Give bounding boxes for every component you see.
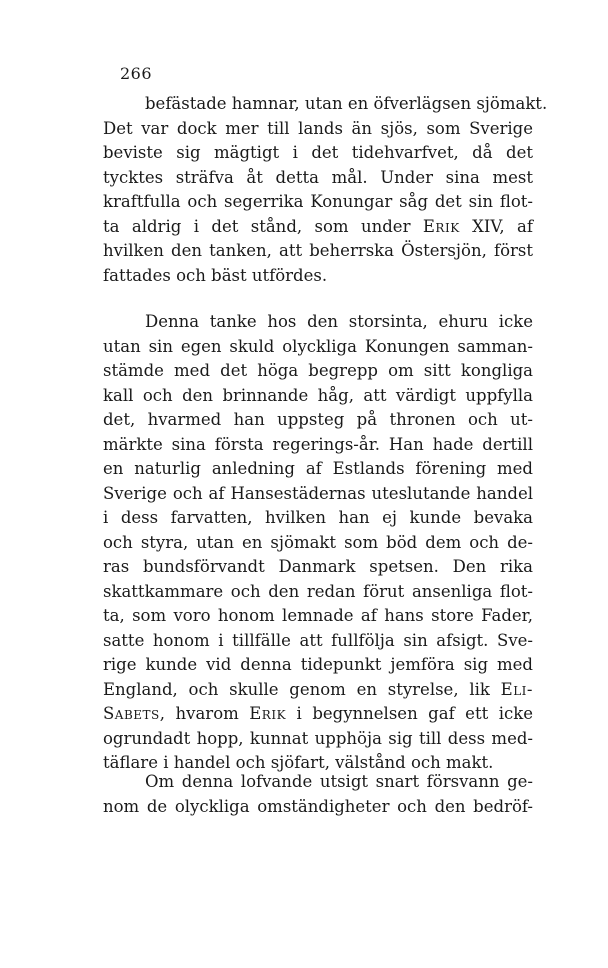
text-line: kall och den brinnande håg, att värdigt uppfylla [103, 385, 533, 405]
text-line: stämde med det höga begrepp om sitt kongliga [103, 361, 533, 380]
text-line: utan sin egen skuld olyckliga Konungen samman- [103, 336, 533, 356]
text-line: ta aldrig i det stånd, som under Erik XIV, af [103, 216, 533, 236]
text-line: ras bundsförvandt Danmark spetsen. Den rika [103, 557, 533, 576]
text-line: tycktes sträfva åt detta mål. Under sina mest [103, 167, 533, 187]
text-line: satte honom i tillfälle att fullfölja sin afsigt. Sve- [103, 630, 533, 650]
text-line: Om denna lofvande utsigt snart försvann ge- [145, 772, 533, 791]
text-line: England, och skulle genom en styrelse, lik Eli- [103, 679, 533, 699]
text-line: nom de olyckliga omständigheter och den bedröf- [103, 796, 533, 816]
text-line: ogrundadt hopp, kunnat upphöja sig till dess med- [103, 728, 533, 748]
text-line: märkte sina första regerings-år. Han hade dertill [103, 434, 533, 454]
paragraph-3 [103, 770, 533, 819]
text-line: och styra, utan en sjömakt som böd dem och de- [103, 532, 533, 552]
text-line: befästade hamnar, utan en öfverlägsen sjömakt. [145, 94, 548, 113]
text-line: beviste sig mägtigt i det tidehvarfvet, då det [103, 143, 533, 162]
text-line: ta, som voro honom lemnade af hans store Fader, [103, 606, 533, 625]
text-line: Sverige och af Hansestädernas uteslutande handel [103, 483, 533, 503]
text-line: kraftfulla och segerrika Konungar såg det sin flot- [103, 192, 533, 211]
text-line: Sabets, hvarom Erik i begynnelsen gaf ett icke [103, 704, 533, 723]
text-line: i dess farvatten, hvilken han ej kunde bevaka [103, 508, 533, 527]
text-line: det, hvarmed han uppsteg på thronen och ut- [103, 410, 533, 429]
page-number: 266 [120, 64, 153, 83]
text-line: hvilken den tanken, att beherrska Östersjön, först [103, 241, 533, 260]
text-line: täflare i handel och sjöfart, välstånd och makt. [103, 753, 494, 772]
text-line: fattades och bäst utfördes. [103, 265, 328, 285]
text-line: en naturlig anledning af Estlands förening med [103, 459, 533, 478]
paragraph-2 [103, 310, 533, 776]
text-line: Det var dock mer till lands än sjös, som Sverige [103, 118, 533, 138]
text-line: skattkammare och den redan förut ansenliga flot- [103, 581, 533, 601]
text-line: Denna tanke hos den storsinta, ehuru icke [145, 312, 533, 331]
paragraph-1 [103, 92, 548, 288]
text-line: rige kunde vid denna tidepunkt jemföra sig med [103, 655, 533, 674]
